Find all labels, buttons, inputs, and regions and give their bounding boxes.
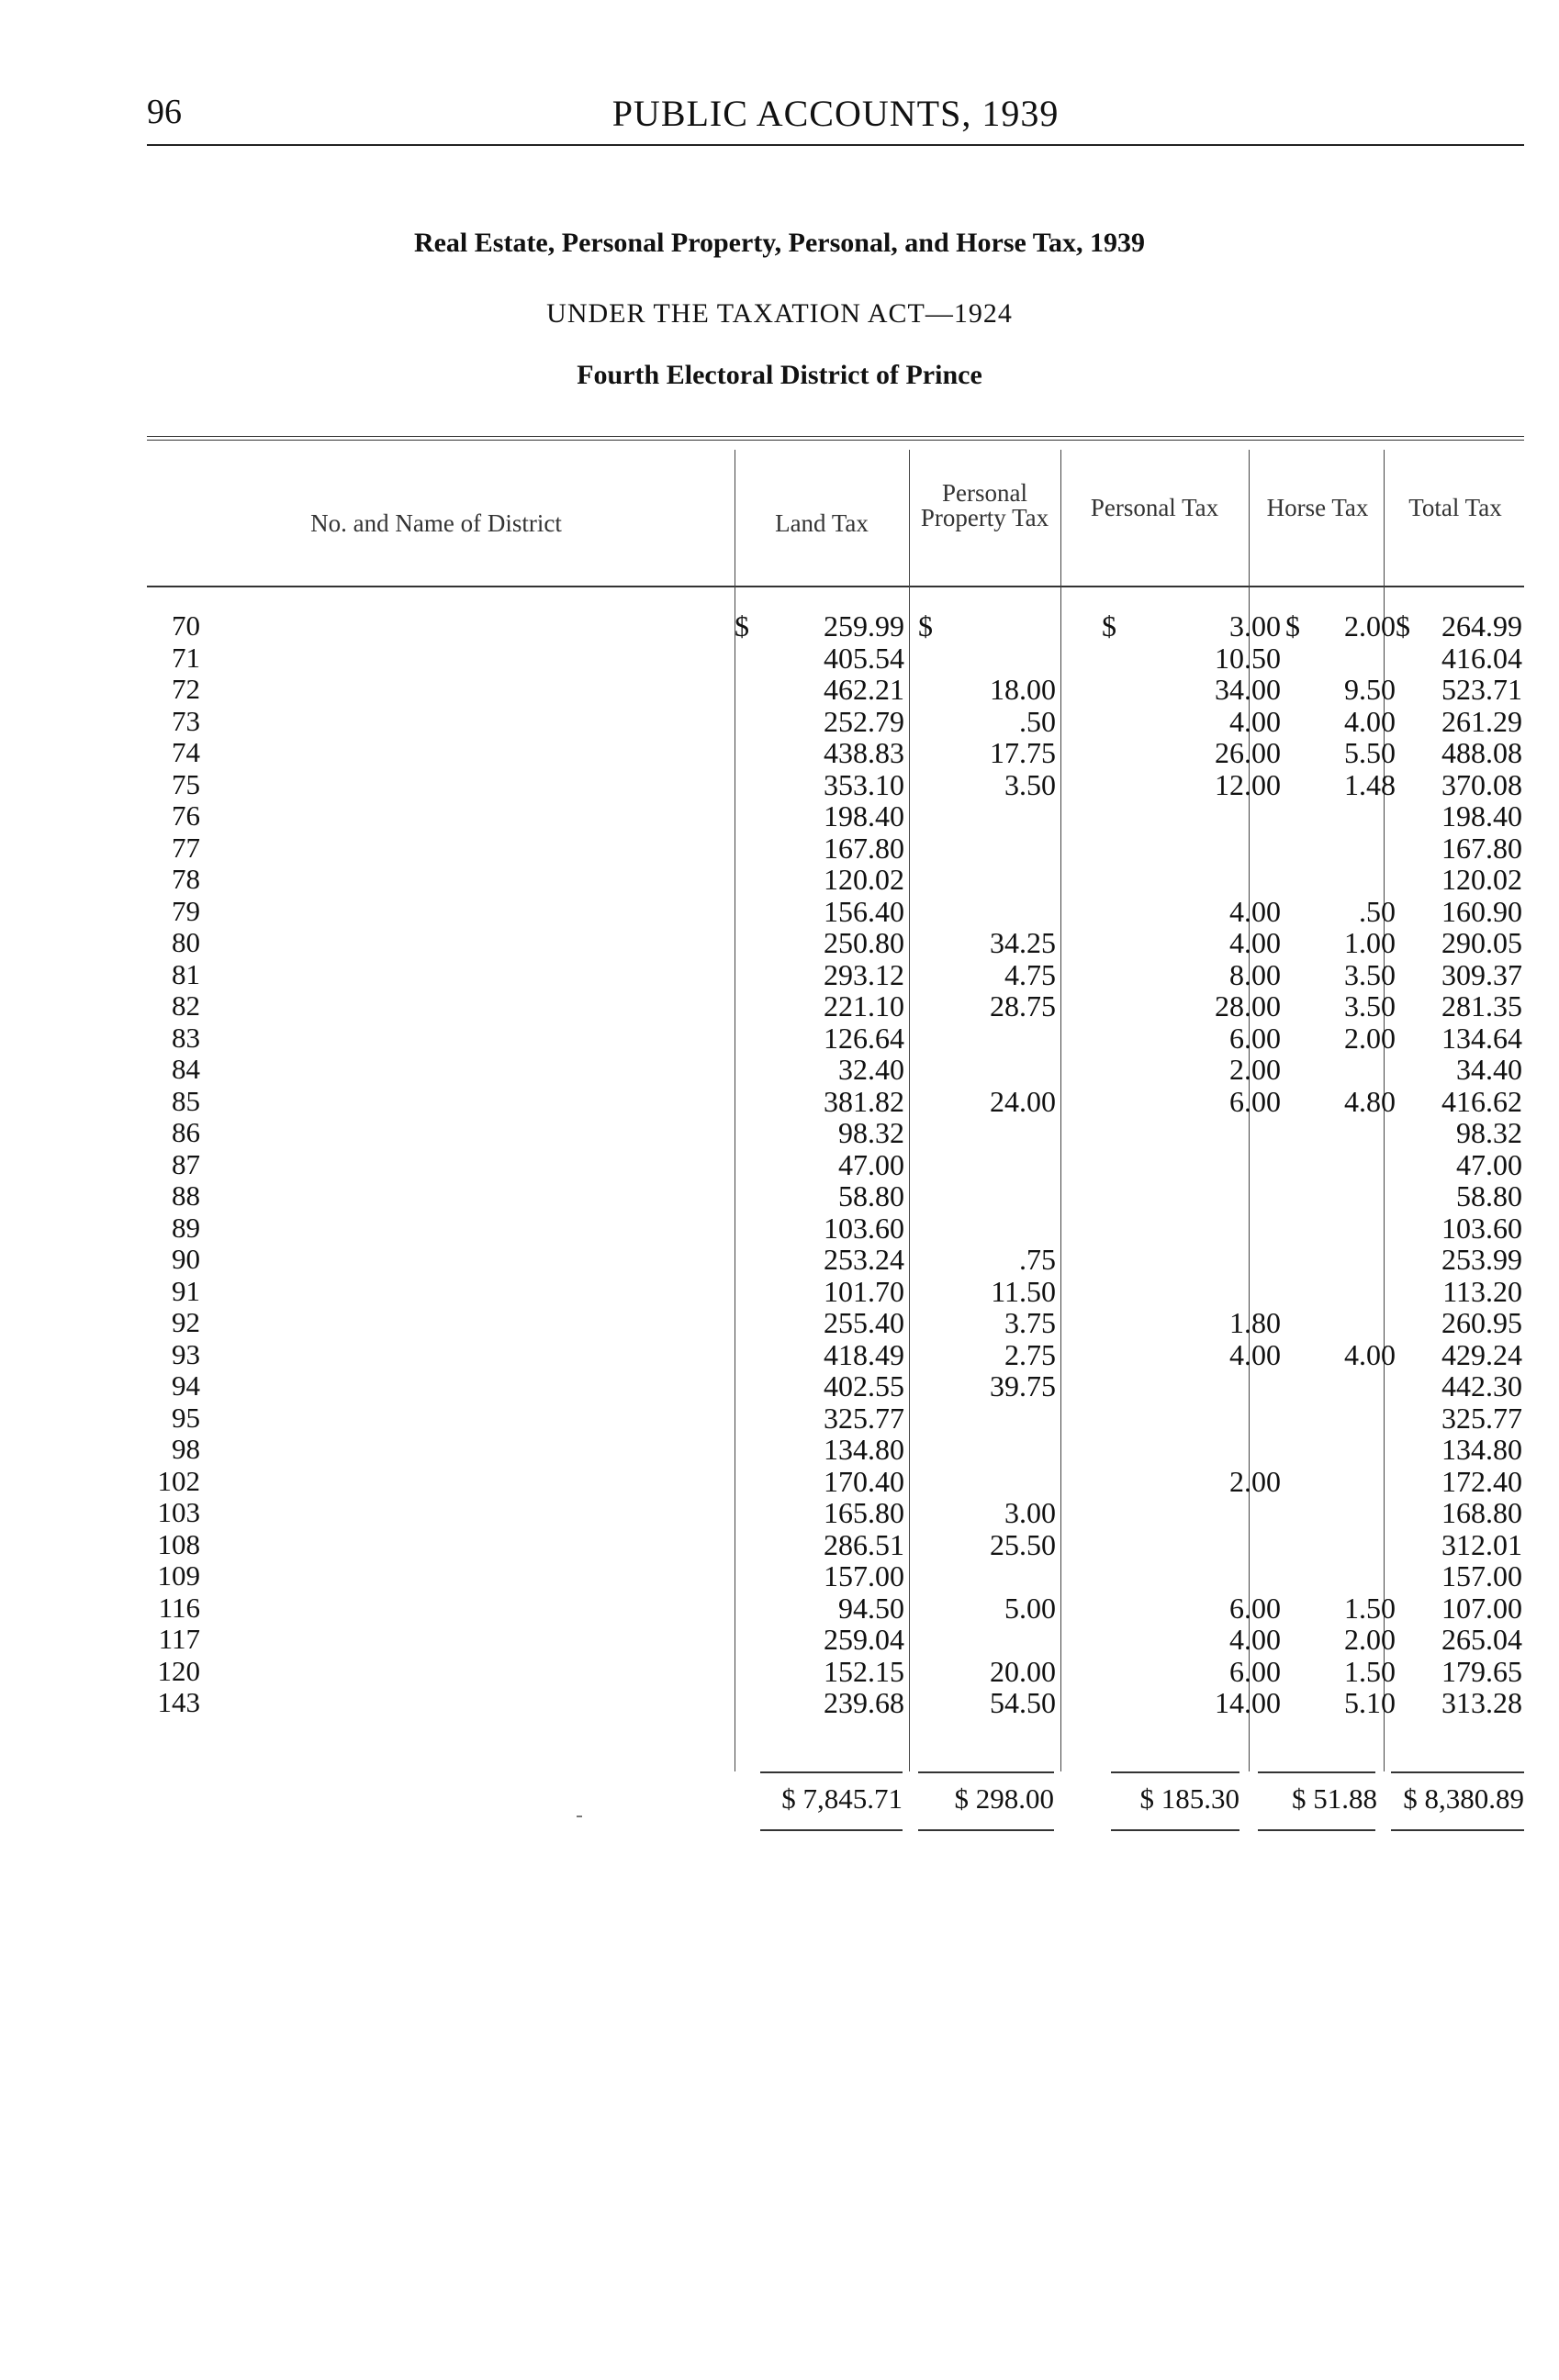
land-tax-cell: 170.40 <box>824 1464 904 1498</box>
district-number: 71 <box>172 641 200 674</box>
total-tax-cell: 429.24 <box>1441 1337 1522 1371</box>
horse-tax-cell: 3.50 <box>1344 989 1396 1022</box>
personal-tax-cell: 4.00 <box>1229 1337 1281 1371</box>
table-row <box>147 1180 1524 1212</box>
total-tax-cell: 134.64 <box>1441 1021 1522 1055</box>
total-tax-cell: 265.04 <box>1441 1623 1522 1656</box>
header-name: No. and Name of District <box>310 509 562 537</box>
personal-tax-cell: 2.00 <box>1229 1053 1281 1086</box>
table-row <box>147 1149 1524 1181</box>
personal-property-tax-cell: $ <box>918 609 933 642</box>
table-row <box>147 1656 1524 1688</box>
land-tax-cell: 255.40 <box>824 1306 904 1339</box>
total-rule <box>760 1829 903 1831</box>
total-tax-cell: 416.04 <box>1441 641 1522 675</box>
amount-value: 3.00 <box>1229 609 1281 642</box>
personal-property-tax-cell: 3.75 <box>1004 1306 1056 1339</box>
district-number: 89 <box>172 1211 200 1244</box>
table-row <box>147 1687 1524 1719</box>
total-tax-cell: 290.05 <box>1441 926 1522 959</box>
total-tax-cell: 261.29 <box>1441 704 1522 738</box>
personal-property-tax-cell: 4.75 <box>1004 957 1056 991</box>
land-tax-cell: 198.40 <box>824 799 904 832</box>
land-tax-cell: 250.80 <box>824 926 904 959</box>
table-row <box>147 1529 1524 1561</box>
personal-property-tax-cell: 3.50 <box>1004 767 1056 801</box>
personal-tax-cell: 6.00 <box>1229 1654 1281 1688</box>
horse-tax-cell: 5.50 <box>1344 736 1396 769</box>
horse-tax-cell: 5.10 <box>1344 1686 1396 1719</box>
table-row <box>147 642 1524 675</box>
total-tax-cell: 253.99 <box>1441 1243 1522 1276</box>
table-row <box>147 927 1524 959</box>
district-number: 78 <box>172 863 200 895</box>
total-tax-cell: 167.80 <box>1441 831 1522 865</box>
personal-tax-cell: 10.50 <box>1215 641 1281 675</box>
district-number: 109 <box>157 1559 200 1592</box>
personal-tax-cell: 28.00 <box>1215 989 1281 1022</box>
total-tax-cell: 260.95 <box>1441 1306 1522 1339</box>
table-row <box>147 990 1524 1022</box>
subtotal-rule <box>760 1771 903 1773</box>
district-number: 85 <box>172 1084 200 1117</box>
header-rule <box>147 144 1524 146</box>
total-tax-cell: 58.80 <box>1456 1179 1522 1212</box>
land-tax-cell: 101.70 <box>824 1274 904 1308</box>
personal-property-tax-cell: .50 <box>1019 704 1056 738</box>
table-row <box>147 1022 1524 1055</box>
table-row <box>147 1307 1524 1339</box>
total-rule <box>1391 1829 1524 1831</box>
district-number: 116 <box>158 1591 200 1624</box>
district-number: 117 <box>158 1623 200 1655</box>
amount-value: 264.99 <box>1441 609 1522 642</box>
land-tax-cell: 438.83 <box>824 736 904 769</box>
land-tax-cell: 165.80 <box>824 1496 904 1529</box>
land-tax-cell: 98.32 <box>838 1116 904 1149</box>
table-row <box>147 832 1524 865</box>
land-tax-cell: 286.51 <box>824 1527 904 1561</box>
personal-property-tax-cell: 3.00 <box>1004 1496 1056 1529</box>
land-tax-cell: 58.80 <box>838 1179 904 1212</box>
district-number: 87 <box>172 1147 200 1180</box>
district-number: 74 <box>172 736 200 768</box>
table-row <box>147 769 1524 801</box>
land-tax-cell: 126.64 <box>824 1021 904 1055</box>
district-number: 98 <box>172 1433 200 1465</box>
personal-tax-cell: 1.80 <box>1229 1306 1281 1339</box>
running-title: PUBLIC ACCOUNTS, 1939 <box>611 93 1060 134</box>
district-number: 70 <box>172 609 200 642</box>
page-number: 96 <box>147 93 182 131</box>
table-row <box>147 1560 1524 1592</box>
land-tax-cell: 103.60 <box>824 1211 904 1245</box>
header-land-tax: Land Tax <box>775 509 869 537</box>
land-tax-cell: 239.68 <box>824 1686 904 1719</box>
table-row <box>147 674 1524 706</box>
horse-tax-cell: 1.00 <box>1344 926 1396 959</box>
district-number: 90 <box>172 1243 200 1275</box>
table-row <box>147 1212 1524 1245</box>
horse-tax-cell: 4.80 <box>1344 1084 1396 1118</box>
district-subtitle: Fourth Electoral District of Prince <box>577 360 982 390</box>
total-horse-tax: $ 51.88 <box>1292 1782 1377 1815</box>
personal-property-tax-cell: 54.50 <box>990 1686 1056 1719</box>
horse-tax-cell: 4.00 <box>1344 704 1396 738</box>
land-tax-cell: 134.80 <box>824 1433 904 1466</box>
act-subtitle: UNDER THE TAXATION ACT—1924 <box>546 298 1013 329</box>
horse-tax-cell: 1.50 <box>1344 1591 1396 1625</box>
district-number: 76 <box>172 799 200 832</box>
district-number: 72 <box>172 673 200 705</box>
personal-property-tax-cell: 18.00 <box>990 673 1056 706</box>
personal-property-tax-cell: 2.75 <box>1004 1337 1056 1371</box>
total-personal-tax: $ 185.30 <box>1139 1782 1239 1815</box>
land-tax-cell: 167.80 <box>824 831 904 865</box>
total-tax-cell: 309.37 <box>1441 957 1522 991</box>
total-rule <box>918 1829 1054 1831</box>
table-row <box>147 1592 1524 1625</box>
district-number: 82 <box>172 989 200 1022</box>
table-row <box>147 959 1524 991</box>
land-tax-cell: 221.10 <box>824 989 904 1022</box>
total-personal-property-tax: $ 298.00 <box>954 1782 1054 1815</box>
personal-tax-cell: 8.00 <box>1229 957 1281 991</box>
land-tax-cell: 47.00 <box>838 1147 904 1181</box>
horse-tax-cell: 1.48 <box>1344 767 1396 801</box>
district-number: 102 <box>157 1464 200 1497</box>
table-row <box>147 864 1524 896</box>
personal-property-tax-cell: 11.50 <box>991 1274 1056 1308</box>
stray-mark <box>577 1816 582 1817</box>
district-number: 73 <box>172 704 200 737</box>
district-number: 93 <box>172 1337 200 1370</box>
personal-property-tax-cell: 5.00 <box>1004 1591 1056 1625</box>
table-row <box>147 1497 1524 1529</box>
total-tax-cell: 442.30 <box>1441 1369 1522 1402</box>
subtotal-rule <box>1258 1771 1375 1773</box>
total-tax-cell: 172.40 <box>1441 1464 1522 1498</box>
table-row <box>147 1624 1524 1656</box>
personal-property-tax-cell: 28.75 <box>990 989 1056 1022</box>
total-tax-cell: 198.40 <box>1441 799 1522 832</box>
district-number: 103 <box>157 1496 200 1528</box>
horse-tax-cell: .50 <box>1359 894 1396 928</box>
table-row <box>147 800 1524 832</box>
table-row <box>147 1276 1524 1308</box>
personal-tax-cell: 4.00 <box>1229 1623 1281 1656</box>
table-row <box>147 1117 1524 1149</box>
personal-property-tax-cell: 39.75 <box>990 1369 1056 1402</box>
table-row <box>147 610 1524 642</box>
table-title: Real Estate, Personal Property, Personal, and Horse Tax, 1939 <box>413 228 1146 258</box>
personal-property-tax-cell: 25.50 <box>990 1527 1056 1561</box>
total-tax-cell: 281.35 <box>1441 989 1522 1022</box>
land-tax-cell: 252.79 <box>824 704 904 738</box>
table-row <box>147 1086 1524 1118</box>
personal-tax-cell: 6.00 <box>1229 1021 1281 1055</box>
land-tax-cell: 152.15 <box>824 1654 904 1688</box>
horse-tax-cell: 2.00 <box>1344 1623 1396 1656</box>
personal-property-tax-cell: 20.00 <box>990 1654 1056 1688</box>
total-tax-cell: 160.90 <box>1441 894 1522 928</box>
land-tax-cell: 353.10 <box>824 767 904 801</box>
table-row <box>147 896 1524 928</box>
land-tax-cell: 325.77 <box>824 1401 904 1435</box>
district-number: 143 <box>157 1686 200 1718</box>
table-row <box>147 1339 1524 1371</box>
running-head <box>147 92 1524 134</box>
table-row <box>147 1370 1524 1402</box>
personal-tax-cell: 6.00 <box>1229 1591 1281 1625</box>
total-tax-cell: 157.00 <box>1441 1559 1522 1592</box>
total-tax-cell: 47.00 <box>1456 1147 1522 1181</box>
personal-property-tax-cell: 34.25 <box>990 926 1056 959</box>
table-row <box>147 1054 1524 1086</box>
land-tax-cell: 32.40 <box>838 1053 904 1086</box>
personal-tax-cell: 34.00 <box>1215 673 1281 706</box>
horse-tax-cell: 1.50 <box>1344 1654 1396 1688</box>
total-rule <box>1258 1829 1375 1831</box>
district-number: 92 <box>172 1306 200 1338</box>
land-tax-cell: 94.50 <box>838 1591 904 1625</box>
district-number: 75 <box>172 767 200 800</box>
subtotal-rule <box>1391 1771 1524 1773</box>
land-tax-cell: 253.24 <box>824 1243 904 1276</box>
land-tax-cell: 120.02 <box>824 863 904 896</box>
horse-tax-cell: 9.50 <box>1344 673 1396 706</box>
personal-property-tax-cell: 17.75 <box>990 736 1056 769</box>
personal-tax-cell: 6.00 <box>1229 1084 1281 1118</box>
total-tax-cell: 370.08 <box>1441 767 1522 801</box>
land-tax-cell: 156.40 <box>824 894 904 928</box>
land-tax-cell: 405.54 <box>824 641 904 675</box>
table-row <box>147 737 1524 769</box>
land-tax-cell: 259.04 <box>824 1623 904 1656</box>
district-number: 86 <box>172 1116 200 1148</box>
total-tax-cell: 113.20 <box>1442 1274 1522 1308</box>
personal-tax-cell: 12.00 <box>1215 767 1281 801</box>
personal-property-tax-cell: .75 <box>1019 1243 1056 1276</box>
district-number: 91 <box>172 1274 200 1307</box>
table-row <box>147 1466 1524 1498</box>
land-tax-cell: 402.55 <box>824 1369 904 1402</box>
personal-tax-cell: 14.00 <box>1215 1686 1281 1719</box>
district-number: 81 <box>172 957 200 990</box>
land-tax-cell: 418.49 <box>824 1337 904 1371</box>
district-number: 94 <box>172 1369 200 1402</box>
dollar-sign: $ <box>735 609 749 642</box>
personal-tax-cell: 2.00 <box>1229 1464 1281 1498</box>
land-tax-cell: 381.82 <box>824 1084 904 1118</box>
dollar-sign: $ <box>1102 609 1116 642</box>
total-tax-cell: 523.71 <box>1441 673 1522 706</box>
horse-tax-cell: 4.00 <box>1344 1337 1396 1371</box>
district-number: 80 <box>172 926 200 958</box>
personal-tax-cell: 4.00 <box>1229 894 1281 928</box>
total-tax-cell: 98.32 <box>1456 1116 1522 1149</box>
total-tax-cell: 34.40 <box>1456 1053 1522 1086</box>
total-total-tax: $ 8,380.89 <box>1403 1782 1524 1815</box>
land-tax-cell: 293.12 <box>824 957 904 991</box>
district-number: 88 <box>172 1179 200 1212</box>
total-tax-cell: 107.00 <box>1441 1591 1522 1625</box>
personal-property-tax-cell: 24.00 <box>990 1084 1056 1118</box>
total-land-tax: $ 7,845.71 <box>781 1782 903 1815</box>
table-row <box>147 1434 1524 1466</box>
total-tax-cell: 103.60 <box>1441 1211 1522 1245</box>
horse-tax-cell: 3.50 <box>1344 957 1396 991</box>
total-tax-cell: 488.08 <box>1441 736 1522 769</box>
table-row <box>147 706 1524 738</box>
header-personal-property-tax: Personal Property Tax <box>920 479 1049 531</box>
dollar-sign: $ <box>1285 609 1300 642</box>
district-number: 84 <box>172 1053 200 1085</box>
district-number: 77 <box>172 831 200 864</box>
personal-tax-cell: 4.00 <box>1229 926 1281 959</box>
total-tax-cell: 416.62 <box>1441 1084 1522 1118</box>
amount-value: 2.00 <box>1344 609 1396 642</box>
district-number: 79 <box>172 894 200 927</box>
total-rule <box>1111 1829 1239 1831</box>
land-tax-cell: 157.00 <box>824 1559 904 1592</box>
horse-tax-cell: 2.00 <box>1344 1021 1396 1055</box>
table-body <box>147 610 1524 1719</box>
personal-tax-cell: 4.00 <box>1229 704 1281 738</box>
land-tax-cell: 462.21 <box>824 673 904 706</box>
total-tax-cell: 313.28 <box>1441 1686 1522 1719</box>
total-tax-cell: 325.77 <box>1441 1401 1522 1435</box>
district-number: 120 <box>157 1654 200 1687</box>
table-row <box>147 1244 1524 1276</box>
subtotal-rule <box>1111 1771 1239 1773</box>
table-top-rule <box>147 436 1524 437</box>
table-top-rule-2 <box>147 440 1524 441</box>
district-number: 83 <box>172 1021 200 1054</box>
amount-value: 259.99 <box>824 609 904 642</box>
total-tax-cell: 168.80 <box>1441 1496 1522 1529</box>
district-number: 95 <box>172 1401 200 1434</box>
table-row <box>147 1402 1524 1435</box>
district-number: 108 <box>157 1527 200 1560</box>
header-personal-tax: Personal Tax <box>1090 494 1219 521</box>
total-tax-cell: 120.02 <box>1441 863 1522 896</box>
total-tax-cell: 179.65 <box>1441 1654 1522 1688</box>
header-total-tax: Total Tax <box>1408 494 1502 521</box>
personal-tax-cell: 26.00 <box>1215 736 1281 769</box>
total-tax-cell: 312.01 <box>1441 1527 1522 1561</box>
dollar-sign: $ <box>1396 609 1410 642</box>
header-horse-tax: Horse Tax <box>1266 494 1369 521</box>
column-header-rule <box>147 586 1524 587</box>
total-tax-cell: 134.80 <box>1441 1433 1522 1466</box>
subtotal-rule <box>918 1771 1054 1773</box>
